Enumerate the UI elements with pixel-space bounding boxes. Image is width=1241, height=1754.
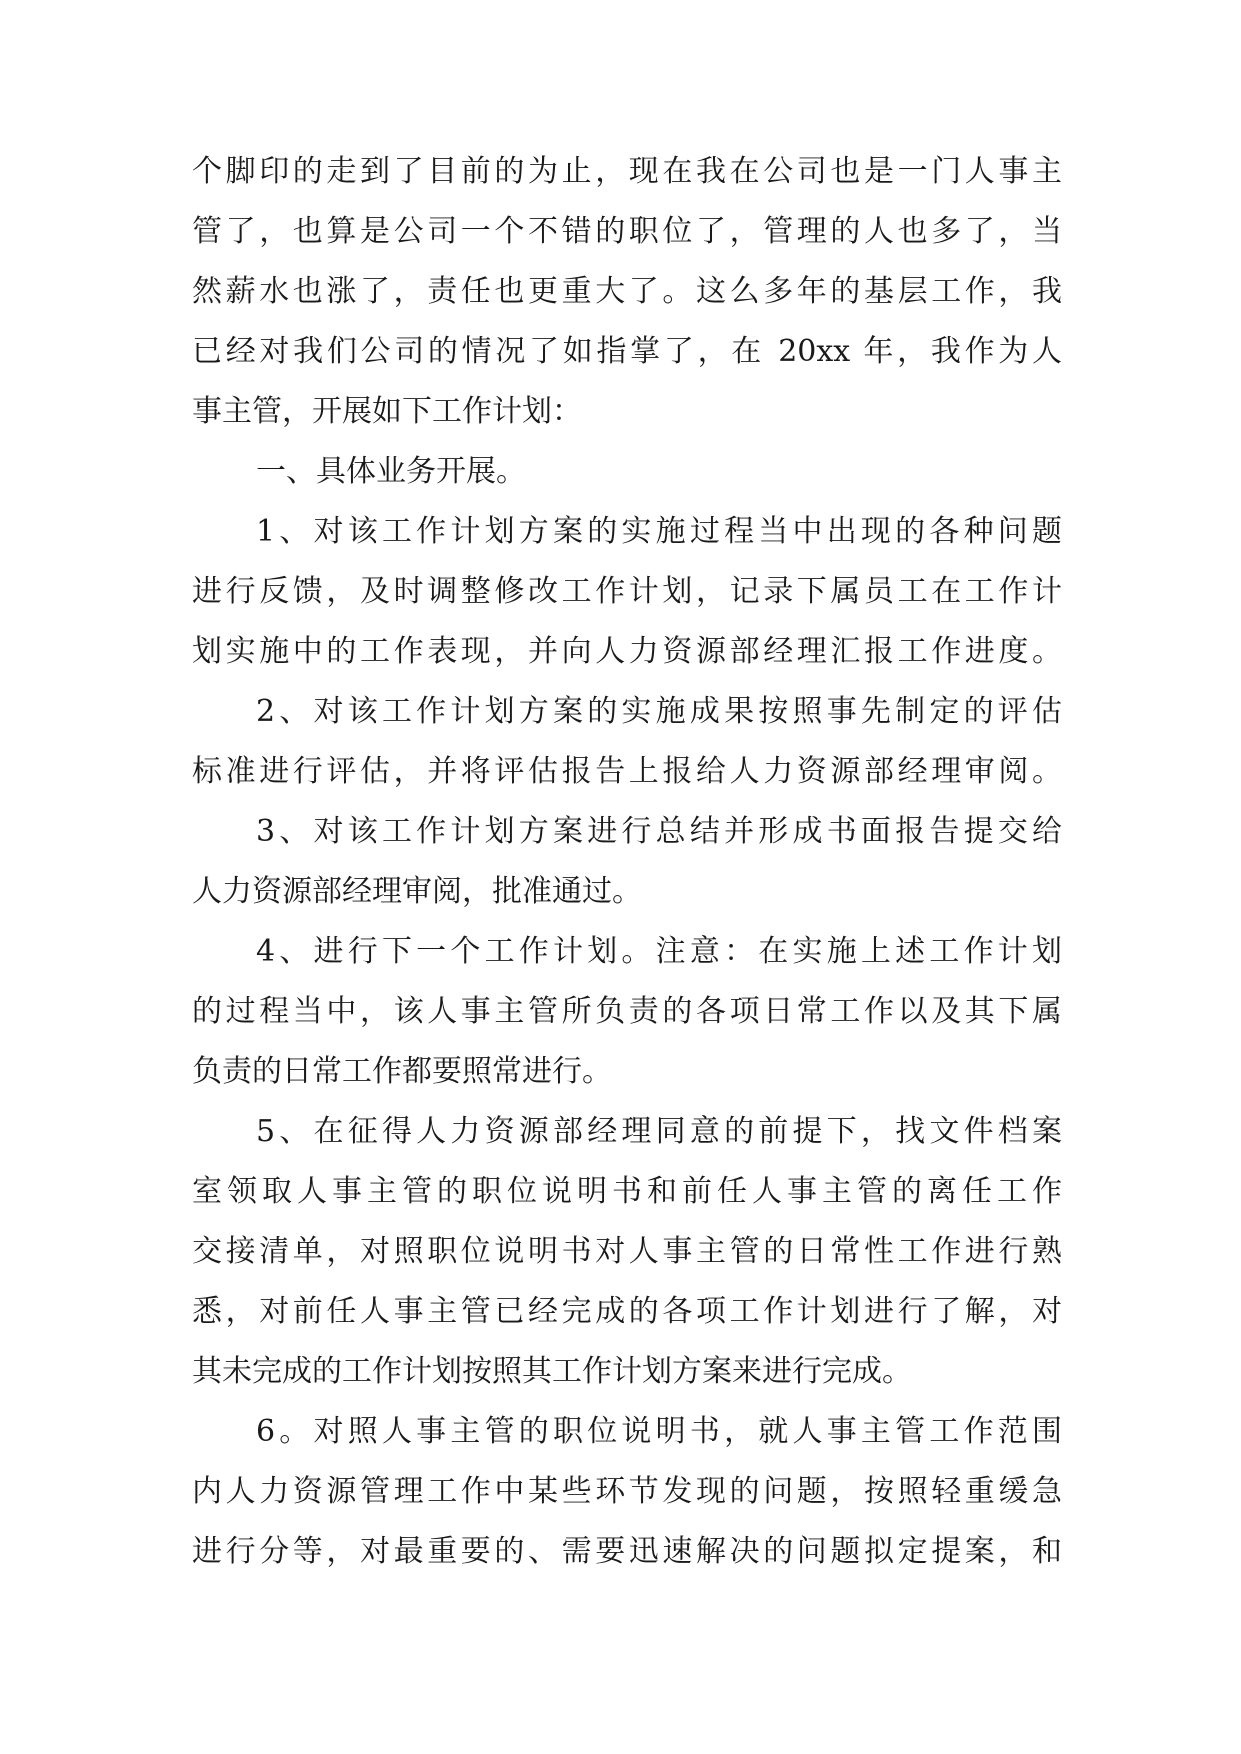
text-line: 交接清单，对照职位说明书对人事主管的日常性工作进行熟 <box>192 1234 1062 1269</box>
text-line: 6。对照人事主管的职位说明书，就人事主管工作范围 <box>256 1414 1062 1449</box>
text-line: 进行反馈，及时调整修改工作计划，记录下属员工在工作计 <box>192 574 1062 609</box>
text-line: 负责的日常工作都要照常进行。 <box>192 1054 612 1089</box>
text-line: 悉，对前任人事主管已经完成的各项工作计划进行了解，对 <box>192 1294 1062 1329</box>
text-line: 然薪水也涨了，责任也更重大了。这么多年的基层工作，我 <box>192 274 1062 309</box>
text-line: 5、在征得人力资源部经理同意的前提下，找文件档案 <box>256 1114 1062 1149</box>
text-line: 事主管，开展如下工作计划： <box>192 394 582 429</box>
text-line: 已经对我们公司的情况了如指掌了，在 20xx 年，我作为人 <box>192 334 1062 369</box>
text-line: 进行分等，对最重要的、需要迅速解决的问题拟定提案，和 <box>192 1534 1062 1569</box>
text-line: 2、对该工作计划方案的实施成果按照事先制定的评估 <box>256 694 1062 729</box>
text-line: 划实施中的工作表现，并向人力资源部经理汇报工作进度。 <box>192 634 1062 669</box>
text-line: 个脚印的走到了目前的为止，现在我在公司也是一门人事主 <box>192 154 1062 189</box>
text-line: 1、对该工作计划方案的实施过程当中出现的各种问题 <box>256 514 1062 549</box>
text-line: 的过程当中，该人事主管所负责的各项日常工作以及其下属 <box>192 994 1062 1029</box>
text-line: 4、进行下一个工作计划。注意：在实施上述工作计划 <box>256 934 1062 969</box>
text-line: 内人力资源管理工作中某些环节发现的问题，按照轻重缓急 <box>192 1474 1062 1509</box>
text-line: 3、对该工作计划方案进行总结并形成书面报告提交给 <box>256 814 1062 849</box>
section-heading: 一、具体业务开展。 <box>256 454 526 489</box>
text-line: 其未完成的工作计划按照其工作计划方案来进行完成。 <box>192 1354 912 1389</box>
text-line: 管了，也算是公司一个不错的职位了，管理的人也多了，当 <box>192 214 1062 249</box>
text-line: 室领取人事主管的职位说明书和前任人事主管的离任工作 <box>192 1174 1062 1209</box>
text-line: 人力资源部经理审阅，批准通过。 <box>192 874 642 909</box>
text-line: 标准进行评估，并将评估报告上报给人力资源部经理审阅。 <box>192 754 1062 789</box>
